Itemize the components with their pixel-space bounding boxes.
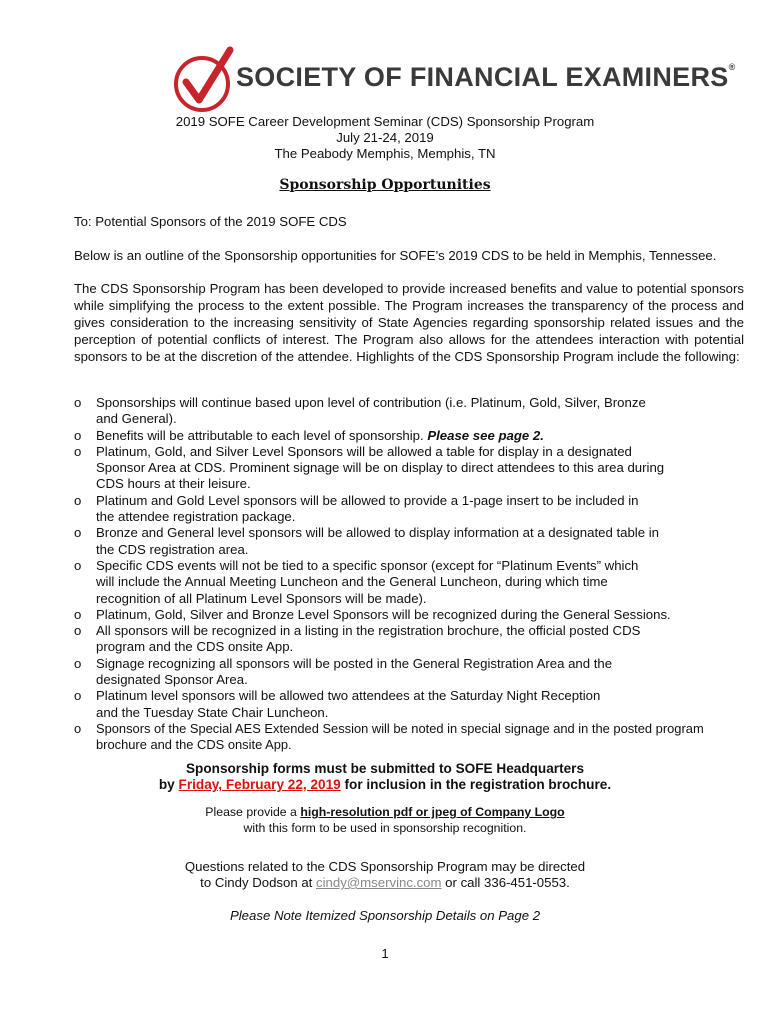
bullet-mark: o (74, 557, 82, 573)
outline-line: Below is an outline of the Sponsorship opportunities for SOFE’s 2019 CDS to be held in Memphis, Tennessee. (74, 248, 717, 263)
list-item: o Platinum and Gold Level sponsors will be allowed to provide a 1-page insert to be included in the attendee registration package. (74, 492, 639, 525)
logo-wordmark: SOCIETY OF FINANCIAL EXAMINERS® (236, 62, 736, 92)
bullet-mark: o (74, 655, 82, 671)
checkmark-circle-icon (172, 46, 236, 118)
page-2-reference: Please see page 2. (427, 427, 544, 443)
seminar-title: 2019 SOFE Career Development Seminar (CDS) Sponsorship Program (175, 114, 595, 129)
list-item: o All sponsors will be recognized in a listing in the registration brochure, the official posted CDS program and the CDS onsite App. (74, 623, 641, 655)
bullet-mark: o (74, 606, 82, 622)
list-item: o Sponsors of the Special AES Extended Session will be noted in special signage and in the posted program brochure and the CDS onsite App. (74, 720, 704, 753)
questions-line: Questions related to the CDS Sponsorship Program may be directed (184, 859, 586, 874)
intro-paragraph: The CDS Sponsorship Program has been developed to provide increased benefits and value to potential sponsors while simplifying the process to the extent possible. The Program increases the transparency of the process and gives consideration to the increasing sensitivity of State Agencies regarding sponsorship related issues and the perception of potential conflicts of interest. The Program also allows for the attendees interaction with potential sponsors to be at the discretion of the attendee. Highlights of the CDS Sponsorship Program include the following: (74, 281, 744, 364)
submission-deadline-line: by Friday, February 22, 2019 for inclusion in the registration brochure. (158, 777, 612, 792)
bullet-mark: o (74, 688, 82, 704)
logo-format-requirement: high-resolution pdf or jpeg of Company Logo (300, 805, 565, 819)
page-number: 1 (381, 946, 389, 961)
bullet-mark: o (74, 623, 82, 639)
bullet-mark: o (74, 492, 82, 508)
seminar-venue: The Peabody Memphis, Memphis, TN (274, 146, 496, 161)
list-item: o Platinum, Gold, Silver and Bronze Level Sponsors will be recognized during the General Sessions. (74, 606, 671, 622)
bullet-mark: o (74, 443, 82, 459)
contact-line: to Cindy Dodson at cindy@mservinc.com or call 336-451-0553. (200, 875, 570, 890)
list-item: o Benefits will be attributable to each level of sponsorship. Please see page 2. (74, 427, 544, 443)
list-item: o Bronze and General level sponsors will be allowed to display information at a designated table in the CDS registration area. (74, 525, 659, 557)
page-2-note: Please Note Itemized Sponsorship Details on Page 2 (229, 908, 541, 923)
list-item: o Specific CDS events will not be tied to a specific sponsor (except for “Platinum Events” which will include the Annual Meeting Luncheon and the General Luncheon, during which time recognition of all Platinum Level Sponsors will be made). (74, 557, 639, 606)
section-title: Sponsorship Opportunities (279, 177, 491, 193)
bullet-mark: o (74, 720, 82, 736)
logo-request-purpose: with this form to be used in sponsorship recognition. (243, 821, 527, 835)
contact-email-link[interactable]: cindy@mservinc.com (316, 875, 442, 890)
to-line: To: Potential Sponsors of the 2019 SOFE CDS (74, 214, 347, 229)
bullet-mark: o (74, 525, 82, 541)
list-item: o Platinum, Gold, and Silver Level Sponsors will be allowed a table for display in a designated Sponsor Area at CDS. Prominent signage will be on display to direct attendees to this area during CDS hours at their leisure. (74, 443, 665, 492)
seminar-dates: July 21-24, 2019 (336, 130, 434, 145)
deadline-date: Friday, February 22, 2019 (178, 777, 341, 792)
sofe-logo (172, 40, 736, 120)
submission-notice: Sponsorship forms must be submitted to SOFE Headquarters (185, 761, 585, 776)
list-item: o Sponsorships will continue based upon level of contribution (i.e. Platinum, Gold, Silver, Bronze and General). (74, 395, 646, 427)
list-item: o Signage recognizing all sponsors will be posted in the General Registration Area and the designated Sponsor Area. (74, 655, 613, 688)
list-item: o Platinum level sponsors will be allowed two attendees at the Saturday Night Reception and the Tuesday State Chair Luncheon. (74, 688, 601, 720)
bullet-mark: o (74, 427, 82, 443)
logo-request-line: Please provide a high-resolution pdf or jpeg of Company Logo (205, 805, 565, 819)
bullet-mark: o (74, 395, 82, 410)
highlights-list (74, 395, 749, 754)
